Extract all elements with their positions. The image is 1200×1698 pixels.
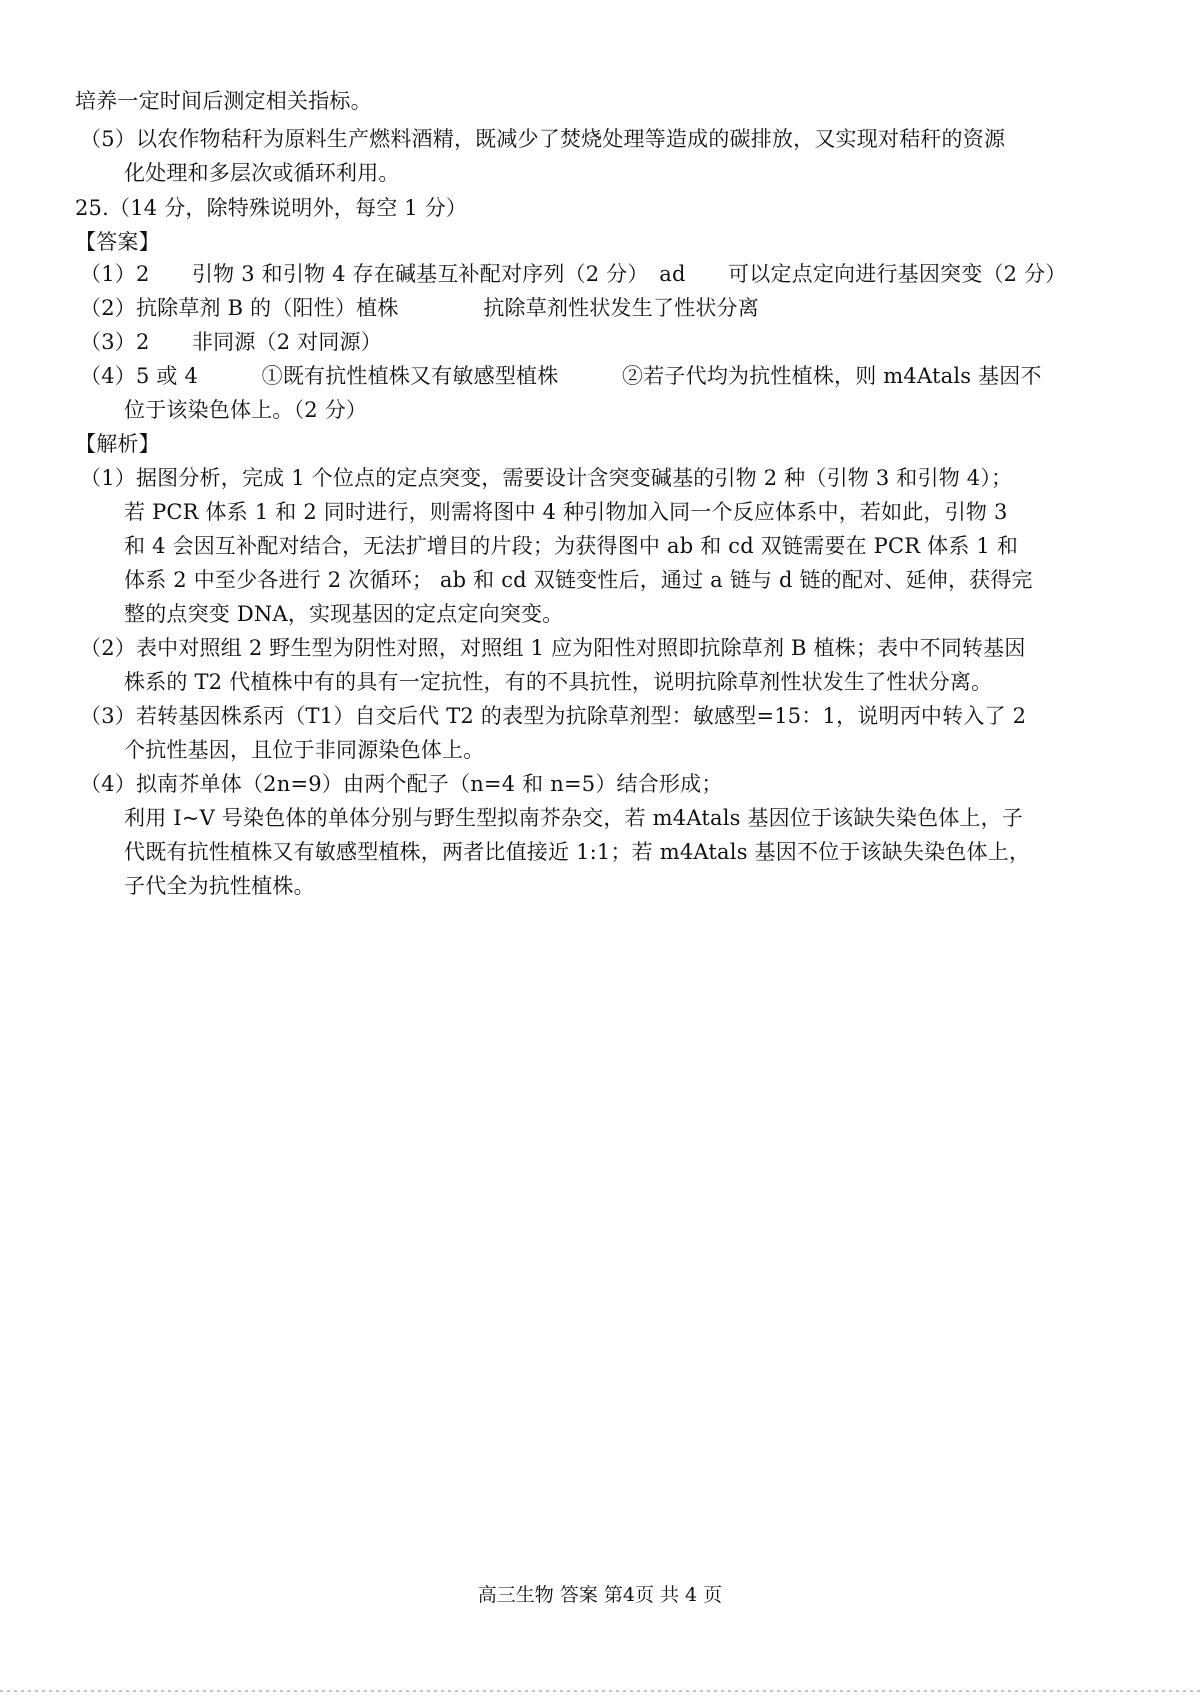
question-header: 25.（14 分，除特殊说明外，每空 1 分）	[75, 196, 468, 220]
analysis-line: 个抗性基因，且位于非同源染色体上。	[124, 738, 485, 762]
analysis-line: （1）据图分析，完成 1 个位点的定点突变，需要设计含突变碱基的引物 2 种（引物 3 和引物 4）；	[80, 466, 1013, 490]
answer-line-3: （3）2 非同源（2 对同源）	[80, 330, 382, 354]
analysis-line: 株系的 T2 代植株中有的具有一定抗性，有的不具抗性，说明抗除草剂性状发生了性状分离。	[124, 670, 993, 694]
answer-line-1: （1）2 引物 3 和引物 4 存在碱基互补配对序列（2 分） ad 可以定点定向进行基因突变（2 分）	[80, 262, 1067, 286]
analysis-line: 代既有抗性植株又有敏感型植株，两者比值接近 1:1；若 m4Atals 基因不位于该缺失染色体上，	[124, 840, 1031, 864]
scan-edge-divider	[0, 1690, 1200, 1692]
analysis-line: 整的点突变 DNA，实现基因的定点定向突变。	[124, 602, 564, 626]
text-line-item5-cont: 化处理和多层次或循环利用。	[124, 161, 400, 185]
text-line-item5: （5）以农作物秸秆为原料生产燃料酒精，既减少了焚烧处理等造成的碳排放，又实现对秸秆的资源	[80, 127, 1006, 151]
analysis-line: 体系 2 中至少各进行 2 次循环； ab 和 cd 双链变性后，通过 a 链与 d 链的配对、延伸，获得完	[124, 568, 1033, 592]
text-line-continuation: 培养一定时间后测定相关指标。	[75, 89, 372, 113]
analysis-line: 和 4 会因互补配对结合，无法扩增目的片段；为获得图中 ab 和 cd 双链需要在 PCR 体系 1 和	[124, 534, 1019, 558]
analysis-line: 子代全为抗性植株。	[124, 874, 315, 898]
answer-line-4-cont: 位于该染色体上。（2 分）	[124, 398, 368, 422]
analysis-line: （4）拟南芥单体（2n=9）由两个配子（n=4 和 n=5）结合形成；	[80, 772, 723, 796]
analysis-label: 【解析】	[75, 432, 160, 456]
analysis-line: （3）若转基因株系丙（T1）自交后代 T2 的表型为抗除草剂型：敏感型=15：1，说明丙中转入了 2	[80, 704, 1027, 728]
analysis-line: 若 PCR 体系 1 和 2 同时进行，则需将图中 4 种引物加入同一个反应体系中，若如此，引物 3	[124, 500, 1008, 524]
page-footer: 高三生物 答案 第4页 共 4 页	[477, 1584, 723, 1606]
answer-line-4: （4）5 或 4 ①既有抗性植株又有敏感型植株 ②若子代均为抗性植株，则 m4Atals 基因不	[80, 364, 1042, 388]
analysis-line: （2）表中对照组 2 野生型为阴性对照，对照组 1 应为阳性对照即抗除草剂 B 植株；表中不同转基因	[80, 636, 1026, 660]
answer-label: 【答案】	[75, 230, 160, 254]
answer-line-2: （2）抗除草剂 B 的（阳性）植株 抗除草剂性状发生了性状分离	[80, 296, 759, 320]
analysis-line: 利用 I~V 号染色体的单体分别与野生型拟南芥杂交，若 m4Atals 基因位于该缺失染色体上，子	[124, 806, 1024, 830]
